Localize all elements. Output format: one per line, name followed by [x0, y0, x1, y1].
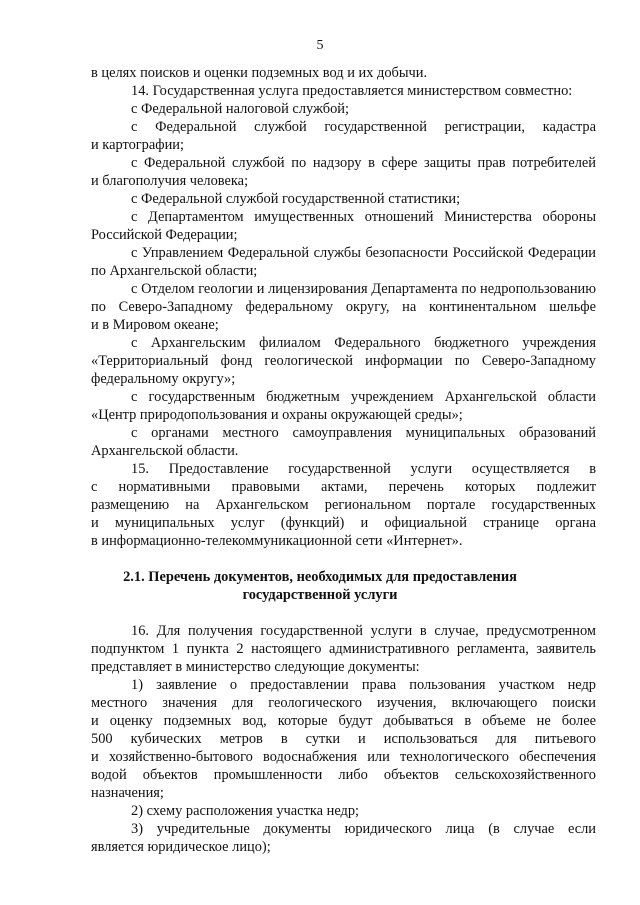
- text-line: с нормативными правовыми актами, перечень которых подлежит: [91, 479, 596, 495]
- text-line: Российской Федерации;: [91, 227, 238, 243]
- text-line: водой объектов промышленности либо объектов сельскохозяйственного: [91, 767, 596, 783]
- text-line: по Северо-Западному федеральному округу, на континентальном шельфе: [91, 299, 596, 315]
- text-line: 1) заявление о предоставлении права пользования участком недр: [131, 677, 596, 693]
- text-line: и муниципальных услуг (функций) и официальной странице органа: [91, 515, 596, 531]
- text-line: с Департаментом имущественных отношений Министерства обороны: [131, 209, 596, 225]
- text-line: 3) учредительные документы юридического лица (в случае если: [131, 821, 596, 837]
- text-line: Архангельской области.: [91, 443, 239, 459]
- text-line: «Центр природопользования и охраны окружающей среды»;: [91, 407, 463, 423]
- text-line: с государственным бюджетным учреждением Архангельской области: [131, 389, 596, 405]
- text-line: подпунктом 1 пункта 2 настоящего административного регламента, заявитель: [91, 641, 596, 657]
- text-line: в информационно-телекоммуникационной сети «Интернет».: [91, 533, 463, 549]
- text-line: 2) схему расположения участка недр;: [131, 803, 360, 819]
- text-line: размещению на Архангельском региональном портале государственных: [91, 497, 596, 513]
- text-line: местного значения для геологического изучения, включающего поиски: [91, 695, 596, 711]
- text-line: по Архангельской области;: [91, 263, 258, 279]
- text-line: 16. Для получения государственной услуги в случае, предусмотренном: [131, 623, 596, 639]
- text-line: с Федеральной службой государственной статистики;: [131, 191, 461, 207]
- section-heading: государственной услуги: [242, 587, 398, 603]
- text-line: и хозяйственно-бытового водоснабжения или технологического обеспечения: [91, 749, 596, 765]
- text-line: с Федеральной налоговой службой;: [131, 101, 349, 117]
- text-line: 15. Предоставление государственной услуги осуществляется в: [131, 461, 596, 477]
- text-line: федеральному округу»;: [91, 371, 236, 387]
- section-heading: 2.1. Перечень документов, необходимых для предоставления: [123, 569, 517, 585]
- text-line: и в Мировом океане;: [91, 317, 219, 333]
- text-line: назначения;: [91, 785, 164, 801]
- text-line: в целях поисков и оценки подземных вод и их добычи.: [91, 65, 428, 81]
- text-line: 14. Государственная услуга предоставляется министерством совместно:: [131, 83, 573, 99]
- text-line: «Территориальный фонд геологической информации по Северо-Западному: [91, 353, 596, 369]
- text-line: с Федеральной службой по надзору в сфере защиты прав потребителей: [131, 155, 596, 171]
- text-line: и благополучия человека;: [91, 173, 249, 189]
- text-line: с Управлением Федеральной службы безопасности Российской Федерации: [131, 245, 596, 261]
- text-line: и оценку подземных вод, которые будут добываться в объеме не более: [91, 713, 596, 729]
- text-line: с органами местного самоуправления муниципальных образований: [131, 425, 596, 441]
- text-line: 500 кубических метров в сутки и использоваться для питьевого: [91, 731, 596, 747]
- text-line: с Отделом геологии и лицензирования Департамента по недропользованию: [131, 281, 596, 297]
- text-line: с Архангельским филиалом Федерального бюджетного учреждения: [131, 335, 596, 351]
- text-line: представляет в министерство следующие документы:: [91, 659, 420, 675]
- page-number: 5: [316, 38, 324, 53]
- text-line: с Федеральной службой государственной регистрации, кадастра: [131, 119, 596, 135]
- text-line: и картографии;: [91, 137, 184, 153]
- text-line: является юридическое лицо);: [91, 839, 271, 855]
